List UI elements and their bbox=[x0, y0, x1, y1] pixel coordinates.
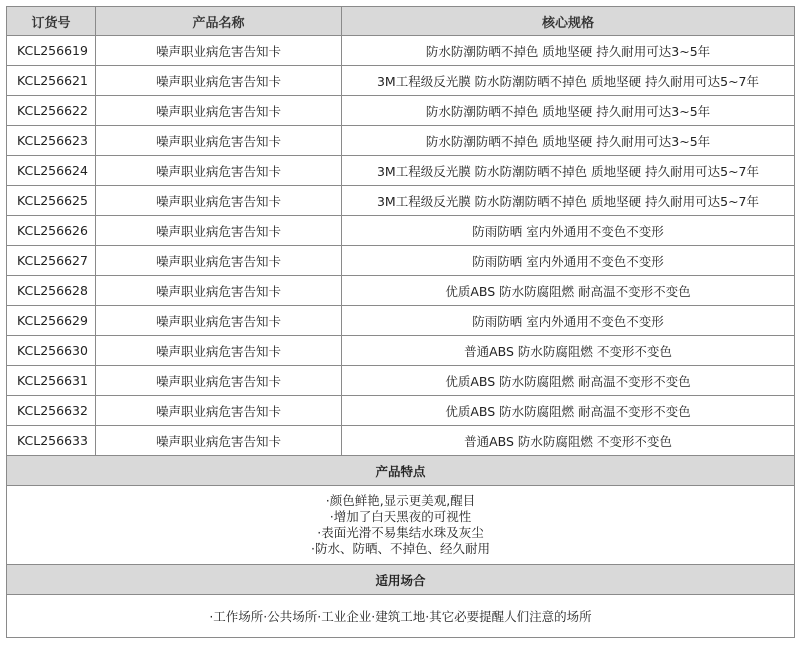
features-row bbox=[7, 486, 795, 565]
cell-name: 噪声职业病危害告知卡 bbox=[96, 366, 342, 396]
cell-code: KCL256628 bbox=[7, 276, 96, 306]
table-row bbox=[7, 96, 795, 126]
table-row bbox=[7, 156, 795, 186]
cell-spec: 3M工程级反光膜 防水防潮防晒不掉色 质地坚硬 持久耐用可达5~7年 bbox=[342, 186, 795, 216]
cell-spec: 防雨防晒 室内外通用不变色不变形 bbox=[342, 306, 795, 336]
cell-code: KCL256627 bbox=[7, 246, 96, 276]
cell-code: KCL256625 bbox=[7, 186, 96, 216]
feature-item: ·颜色鲜艳,显示更美观,醒目 bbox=[325, 493, 476, 508]
feature-item: ·防水、防晒、不掉色、经久耐用 bbox=[311, 541, 490, 556]
usage-title: 适用场合 bbox=[7, 565, 795, 595]
header-code: 订货号 bbox=[7, 7, 96, 36]
cell-spec: 优质ABS 防水防腐阻燃 耐高温不变形不变色 bbox=[342, 396, 795, 426]
header-name: 产品名称 bbox=[96, 7, 342, 36]
feature-item: ·增加了白天黑夜的可视性 bbox=[329, 509, 472, 524]
table-row bbox=[7, 186, 795, 216]
cell-code: KCL256621 bbox=[7, 66, 96, 96]
table-row bbox=[7, 36, 795, 66]
cell-name: 噪声职业病危害告知卡 bbox=[96, 336, 342, 366]
table-row bbox=[7, 366, 795, 396]
usage-text: ·工作场所·公共场所·工业企业·建筑工地·其它必要提醒人们注意的场所 bbox=[7, 595, 795, 638]
feature-item: ·表面光滑不易集结水珠及灰尘 bbox=[317, 525, 484, 540]
cell-code: KCL256632 bbox=[7, 396, 96, 426]
table-row bbox=[7, 396, 795, 426]
table-row bbox=[7, 426, 795, 456]
cell-spec: 防雨防晒 室内外通用不变色不变形 bbox=[342, 216, 795, 246]
cell-spec: 防水防潮防晒不掉色 质地坚硬 持久耐用可达3~5年 bbox=[342, 126, 795, 156]
cell-name: 噪声职业病危害告知卡 bbox=[96, 66, 342, 96]
cell-name: 噪声职业病危害告知卡 bbox=[96, 246, 342, 276]
cell-spec: 普通ABS 防水防腐阻燃 不变形不变色 bbox=[342, 336, 795, 366]
cell-spec: 防水防潮防晒不掉色 质地坚硬 持久耐用可达3~5年 bbox=[342, 96, 795, 126]
cell-name: 噪声职业病危害告知卡 bbox=[96, 186, 342, 216]
usage-header-row bbox=[7, 565, 795, 595]
table-row bbox=[7, 276, 795, 306]
cell-code: KCL256626 bbox=[7, 216, 96, 246]
cell-name: 噪声职业病危害告知卡 bbox=[96, 276, 342, 306]
table-row bbox=[7, 126, 795, 156]
cell-name: 噪声职业病危害告知卡 bbox=[96, 426, 342, 456]
cell-code: KCL256619 bbox=[7, 36, 96, 66]
cell-name: 噪声职业病危害告知卡 bbox=[96, 306, 342, 336]
cell-code: KCL256623 bbox=[7, 126, 96, 156]
cell-name: 噪声职业病危害告知卡 bbox=[96, 96, 342, 126]
cell-spec: 防雨防晒 室内外通用不变色不变形 bbox=[342, 246, 795, 276]
features-title: 产品特点 bbox=[7, 456, 795, 486]
cell-code: KCL256629 bbox=[7, 306, 96, 336]
usage-row bbox=[7, 595, 795, 638]
cell-name: 噪声职业病危害告知卡 bbox=[96, 156, 342, 186]
cell-name: 噪声职业病危害告知卡 bbox=[96, 216, 342, 246]
table-row bbox=[7, 306, 795, 336]
cell-code: KCL256622 bbox=[7, 96, 96, 126]
table-row bbox=[7, 66, 795, 96]
product-spec-sheet bbox=[6, 6, 794, 638]
features-header-row bbox=[7, 456, 795, 486]
cell-spec: 防水防潮防晒不掉色 质地坚硬 持久耐用可达3~5年 bbox=[342, 36, 795, 66]
cell-code: KCL256630 bbox=[7, 336, 96, 366]
cell-spec: 3M工程级反光膜 防水防潮防晒不掉色 质地坚硬 持久耐用可达5~7年 bbox=[342, 66, 795, 96]
header-spec: 核心规格 bbox=[342, 7, 795, 36]
table-row bbox=[7, 246, 795, 276]
cell-name: 噪声职业病危害告知卡 bbox=[96, 396, 342, 426]
table-row bbox=[7, 216, 795, 246]
cell-code: KCL256631 bbox=[7, 366, 96, 396]
product-table bbox=[6, 6, 795, 638]
cell-spec: 优质ABS 防水防腐阻燃 耐高温不变形不变色 bbox=[342, 276, 795, 306]
table-header-row bbox=[7, 7, 795, 36]
cell-name: 噪声职业病危害告知卡 bbox=[96, 36, 342, 66]
features-list bbox=[7, 486, 795, 565]
cell-name: 噪声职业病危害告知卡 bbox=[96, 126, 342, 156]
cell-spec: 3M工程级反光膜 防水防潮防晒不掉色 质地坚硬 持久耐用可达5~7年 bbox=[342, 156, 795, 186]
cell-spec: 普通ABS 防水防腐阻燃 不变形不变色 bbox=[342, 426, 795, 456]
cell-code: KCL256624 bbox=[7, 156, 96, 186]
table-row bbox=[7, 336, 795, 366]
cell-spec: 优质ABS 防水防腐阻燃 耐高温不变形不变色 bbox=[342, 366, 795, 396]
cell-code: KCL256633 bbox=[7, 426, 96, 456]
